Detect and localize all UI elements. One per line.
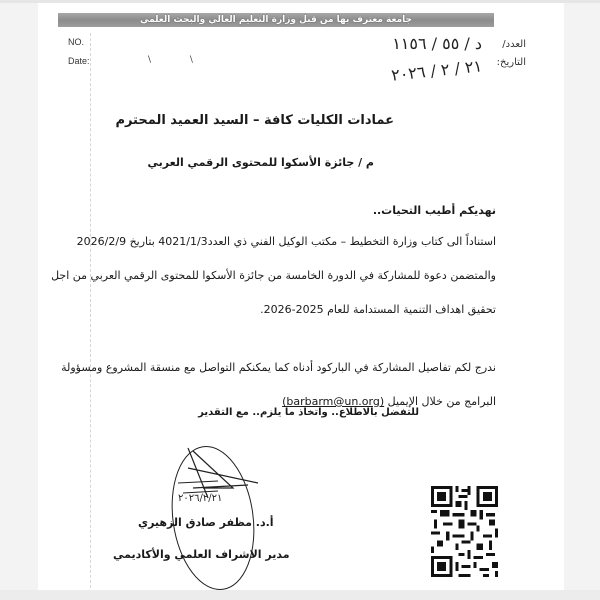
letterhead-banner: [58, 13, 494, 27]
ref-number-value: د / ٥٥ / ١١٥٦: [392, 34, 482, 53]
closing-line: للتفضل بالاطلاع.. واتخاذ ما يلزم.. مع التقدير: [198, 407, 419, 418]
date-value: ٢١ / ٢ / ٢٠٢٦: [389, 56, 483, 85]
date-label: Date:: [68, 56, 90, 66]
no-label: NO.: [68, 37, 85, 47]
signer-name: أ.د. مظفر صادق الزهيري: [138, 516, 274, 529]
ref-number-label: العدد/: [502, 39, 526, 50]
date-placeholder: \ \: [148, 55, 211, 65]
banner-text: جامعة معترف بها من قبل وزارة التعليم العالي والبحث العلمي: [139, 15, 413, 25]
date-label-ar: التاريخ:: [496, 57, 526, 68]
subject-line: م / جائزة الأسكوا للمحتوى الرقمي العربي: [147, 156, 374, 169]
bottom-edge: [0, 590, 600, 600]
qr-code-icon[interactable]: [431, 485, 498, 578]
signer-title: مدير الاشراف العلمي والأكاديمي: [113, 548, 290, 561]
addressee: عمادات الكليات كافة – السيد العميد المحترم: [115, 113, 394, 128]
email-link[interactable]: (barbarm@un.org): [282, 395, 385, 408]
body-paragraph-1: استناداً الى كتاب وزارة التخطيط – مكتب الوكيل الفني ذي العدد4021/1/3 بتاريخ 2026/2/9 والمتضمن دعوة للمشاركة في الدورة الخامسة من جائزة الأسكوا للمحتوى الرقمي العربي من اجل تحقيق اهداف التنمية المستدامة للعام 2025-2026.: [51, 235, 496, 316]
paragraph-2-text: ندرج لكم تفاصيل المشاركة في الباركود أدناه كما يمكنكم التواصل مع منسقة المشروع ومسؤولة البرامج من خلال الإيميل: [61, 361, 496, 408]
letter-page: [38, 3, 564, 590]
signature-date: ٢٠٢٦/٢/٢١: [178, 493, 223, 504]
greeting: نهديكم أطيب التحيات..: [372, 204, 496, 217]
